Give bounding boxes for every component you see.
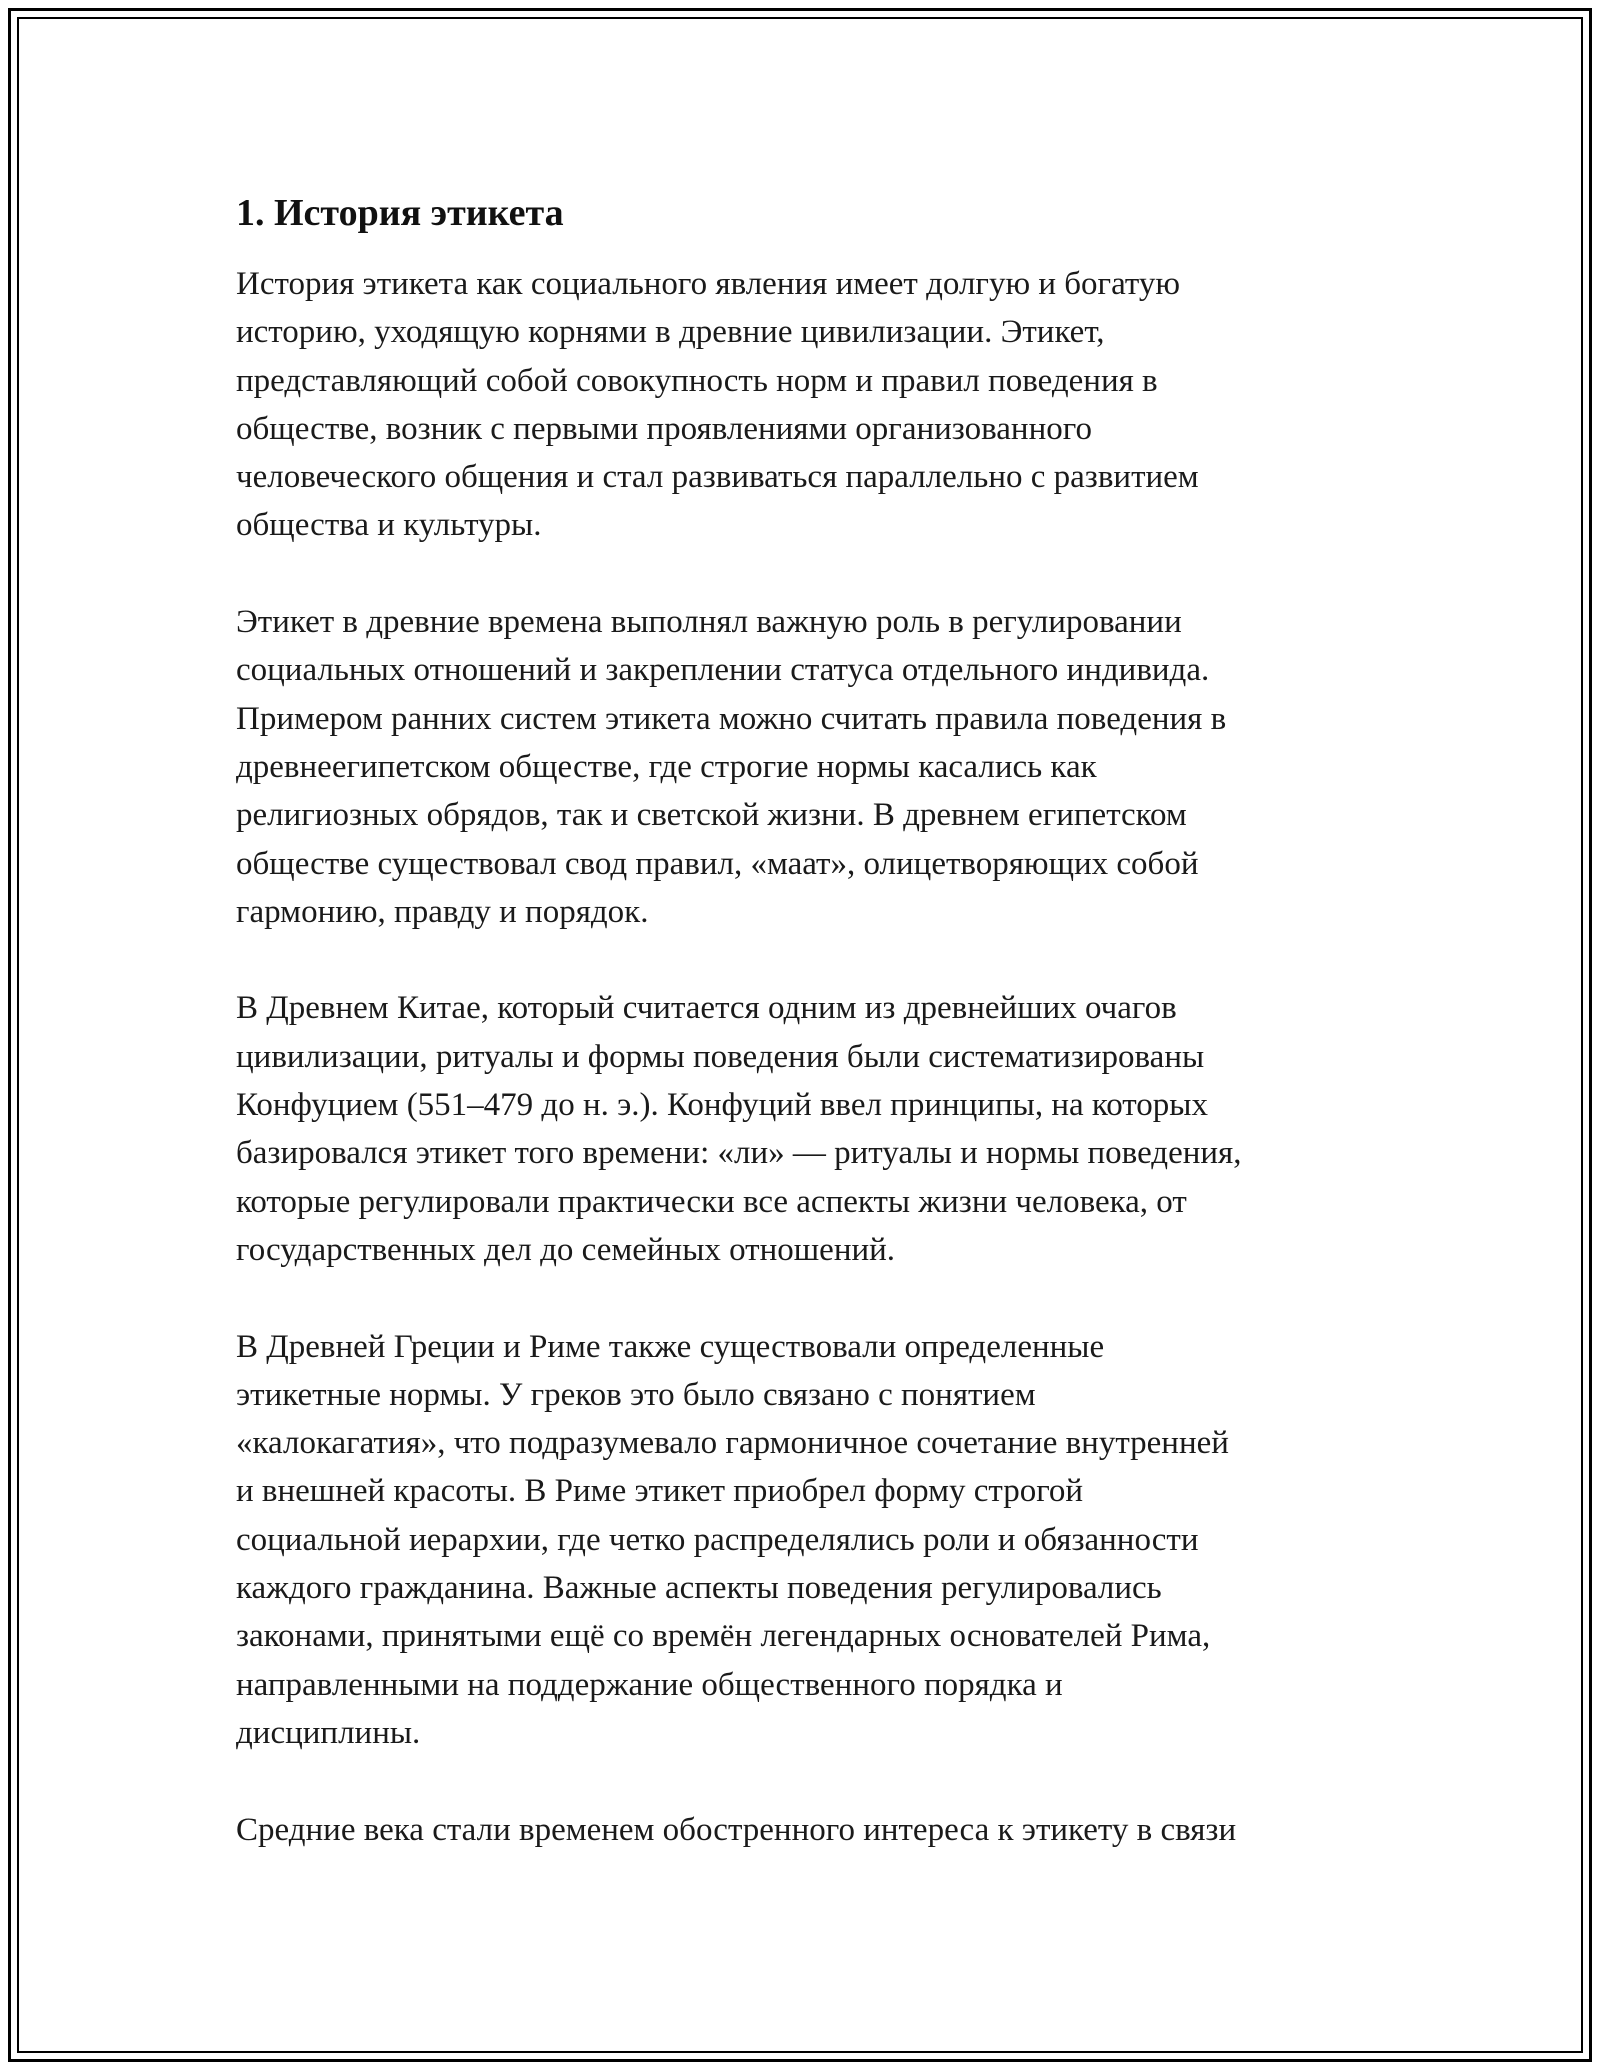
paragraph: В Древнем Китае, который считается одним из древнейших очагов цивилизации, ритуалы и формы поведения были систематизированы Конфуцием (551–479 до н. э.). Конфуций ввел принципы, на которых базировался этикет того времени: «ли» — ритуалы и нормы поведения, которые регулировали практически все аспекты жизни человека, от государственных дел до семейных отношений. xyxy=(236,990,1242,1268)
paragraph: Средние века стали временем обостренного интереса к этикету в связи xyxy=(236,1811,1237,1848)
paragraph: История этикета как социального явления имеет долгую и богатую историю, уходящую корнями в древние цивилизации. Этикет, представляющий собой совокупность норм и правил поведения в обществе, возник с первыми проявлениями организованного человеческого общения и стал развиваться параллельно с развитием общества и культуры. xyxy=(236,266,1199,544)
section-heading: 1. История этикета xyxy=(236,192,564,234)
paragraph: В Древней Греции и Риме также существовали определенные этикетные нормы. У греков это было связано с понятием «калокагатия», что подразумевало гармоничное сочетание внутренней и внешней красоты. В Риме этикет приобрел форму строгой социальной иерархии, где четко распределялись роли и обязанности каждого гражданина. Важные аспекты поведения регулировались законами, принятыми ещё со времён легендарных основателей Рима, направленными на поддержание общественного порядка и дисциплины. xyxy=(236,1328,1229,1751)
document-body xyxy=(236,186,1366,1854)
paragraph: Этикет в древние времена выполнял важную роль в регулировании социальных отношений и закреплении статуса отдельного индивида. Примером ранних систем этикета можно считать правила поведения в древнеегипетском обществе, где строгие нормы касались как религиозных обрядов, так и светской жизни. В древнем египетском обществе существовал свод правил, «маат», олицетворяющих собой гармонию, правду и порядок. xyxy=(236,604,1227,930)
